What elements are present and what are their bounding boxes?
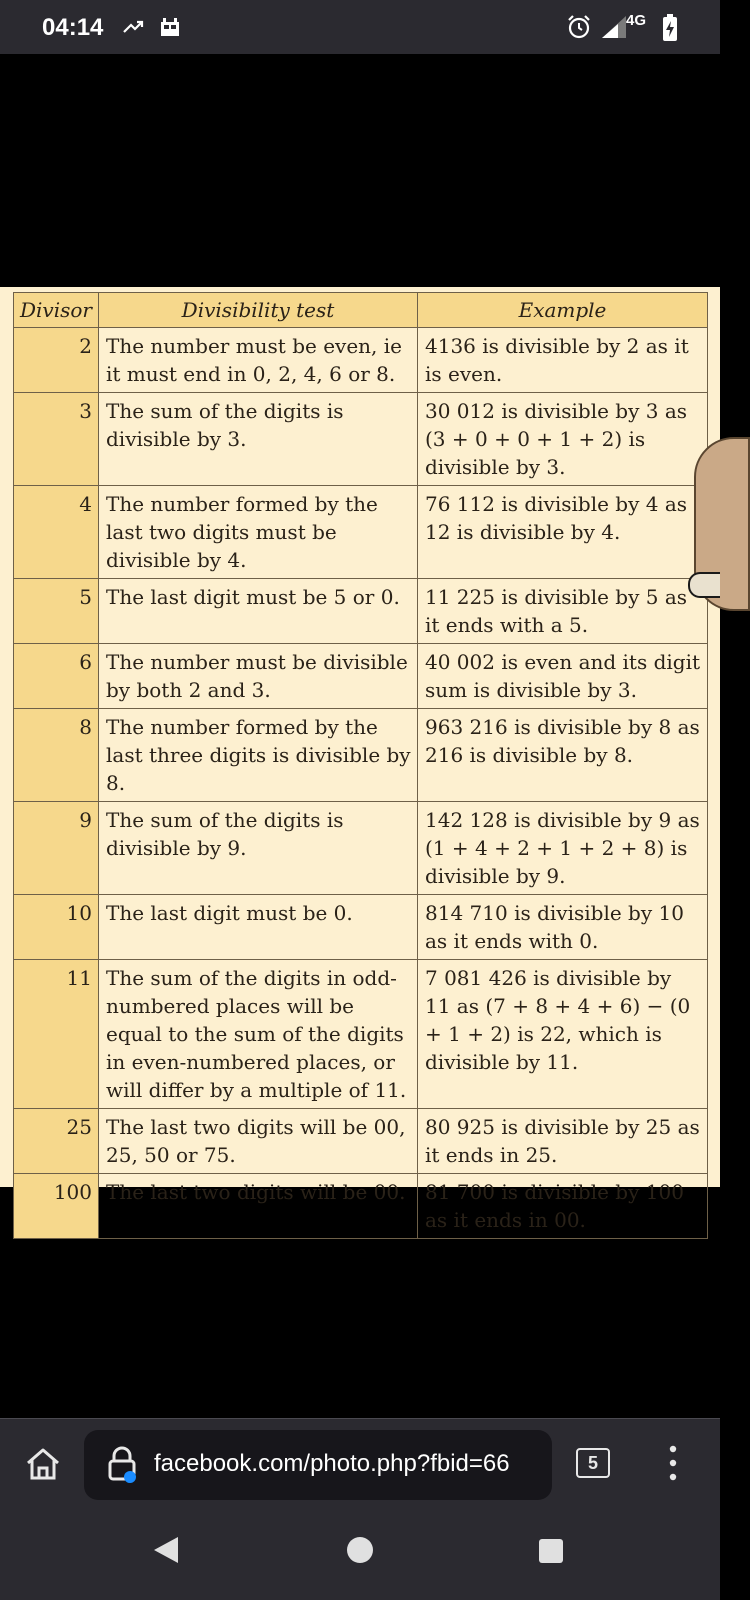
url-text[interactable]: facebook.com/photo.php?fbid=66 — [154, 1450, 510, 1477]
table-row — [14, 895, 708, 960]
table-header-row — [14, 293, 708, 328]
example-cell: 11 225 is divisible by 5 as it ends with a 5. — [418, 579, 708, 644]
example-cell: 76 112 is divisible by 4 as 12 is divisible by 4. — [418, 486, 708, 579]
table-row — [14, 644, 708, 709]
table-row — [14, 802, 708, 895]
divisor-cell: 6 — [14, 644, 99, 709]
cartoon-detail — [688, 572, 720, 598]
network-type: 4G — [626, 12, 647, 29]
system-navigation-bar — [0, 1508, 720, 1600]
status-time: 04:14 — [42, 14, 104, 41]
status-bar — [0, 0, 720, 54]
browser-toolbar — [0, 1418, 720, 1508]
test-cell: The sum of the digits in odd-numbered places will be equal to the sum of the digits in even-numbered places, or will differ by a multiple of 11. — [99, 960, 418, 1109]
example-cell: 81 700 is divisible by 100 as it ends in 00. — [418, 1174, 708, 1239]
more-options-icon[interactable] — [668, 1444, 678, 1486]
back-icon[interactable] — [152, 1535, 180, 1569]
divisor-cell: 4 — [14, 486, 99, 579]
table-row — [14, 709, 708, 802]
divisor-cell: 100 — [14, 1174, 99, 1239]
header-divisor: Divisor — [14, 293, 99, 328]
recents-icon[interactable] — [538, 1538, 564, 1568]
divisibility-table — [13, 292, 708, 1239]
alarm-icon — [566, 14, 592, 44]
divisor-cell: 8 — [14, 709, 99, 802]
table-row — [14, 486, 708, 579]
lock-icon[interactable] — [106, 1446, 138, 1488]
example-cell: 7 081 426 is divisible by 11 as (7 + 8 + 4 + 6) − (0 + 1 + 2) is 22, which is divisible by 11. — [418, 960, 708, 1109]
photo-viewer-image[interactable] — [0, 287, 720, 1232]
table-row — [14, 1174, 708, 1239]
example-cell: 814 710 is divisible by 10 as it ends with 0. — [418, 895, 708, 960]
missed-call-icon — [122, 18, 146, 42]
test-cell: The last digit must be 5 or 0. — [99, 579, 418, 644]
divisor-cell: 11 — [14, 960, 99, 1109]
test-cell: The number formed by the last two digits must be divisible by 4. — [99, 486, 418, 579]
divisor-cell: 5 — [14, 579, 99, 644]
signal-icon — [600, 14, 628, 44]
home-button-icon[interactable] — [346, 1536, 374, 1568]
test-cell: The sum of the digits is divisible by 3. — [99, 393, 418, 486]
screen-recorder-icon — [158, 16, 182, 44]
divisor-cell: 10 — [14, 895, 99, 960]
divisor-cell: 3 — [14, 393, 99, 486]
tab-switcher-button[interactable]: 5 — [576, 1448, 610, 1478]
example-cell: 142 128 is divisible by 9 as (1 + 4 + 2 + 1 + 2 + 8) is divisible by 9. — [418, 802, 708, 895]
example-cell: 80 925 is divisible by 25 as it ends in 25. — [418, 1109, 708, 1174]
test-cell: The last two digits will be 00. — [99, 1174, 418, 1239]
battery-charging-icon — [662, 14, 678, 46]
example-cell: 30 012 is divisible by 3 as (3 + 0 + 0 + 1 + 2) is divisible by 3. — [418, 393, 708, 486]
divisor-cell: 25 — [14, 1109, 99, 1174]
test-cell: The number must be divisible by both 2 and 3. — [99, 644, 418, 709]
home-icon[interactable] — [24, 1446, 62, 1486]
example-cell: 963 216 is divisible by 8 as 216 is divisible by 8. — [418, 709, 708, 802]
header-example: Example — [418, 293, 708, 328]
test-cell: The sum of the digits is divisible by 9. — [99, 802, 418, 895]
table-row — [14, 1109, 708, 1174]
table-row — [14, 960, 708, 1109]
header-test: Divisibility test — [99, 293, 418, 328]
address-bar[interactable] — [84, 1430, 552, 1500]
test-cell: The last two digits will be 00, 25, 50 or 75. — [99, 1109, 418, 1174]
test-cell: The number must be even, ie it must end in 0, 2, 4, 6 or 8. — [99, 328, 418, 393]
example-cell: 4136 is divisible by 2 as it is even. — [418, 328, 708, 393]
test-cell: The last digit must be 0. — [99, 895, 418, 960]
table-row — [14, 579, 708, 644]
test-cell: The number formed by the last three digits is divisible by 8. — [99, 709, 418, 802]
divisor-cell: 9 — [14, 802, 99, 895]
example-cell: 40 002 is even and its digit sum is divisible by 3. — [418, 644, 708, 709]
table-row — [14, 393, 708, 486]
table-row — [14, 328, 708, 393]
divisor-cell: 2 — [14, 328, 99, 393]
